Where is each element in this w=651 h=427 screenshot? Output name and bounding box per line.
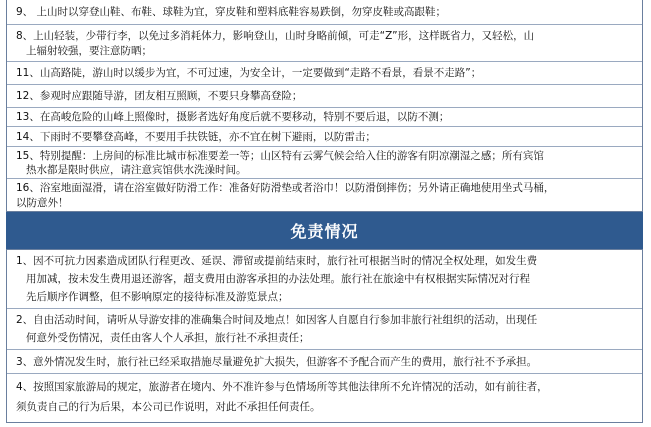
- tip-item: [7, 127, 642, 147]
- tip-line: 13、在高峻危险的山峰上照像时，摄影者选好角度后就不要移动，特别不要后退，以防不测；: [16, 111, 450, 123]
- disclaimer-line: 4、按照国家旅游局的规定，旅游者在境内、外不准许参与色情场所等其他法律所不允许情况的活动，如有前往者，: [16, 381, 548, 393]
- tip-item: [7, 108, 642, 127]
- disclaimer-item: [7, 374, 642, 422]
- disclaimer-line: 须负责自己的行为后果，本公司已作说明，对此不承担任何责任。: [16, 401, 321, 413]
- tip-item: [7, 0, 642, 25]
- disclaimer-item: [7, 250, 642, 309]
- disclaimer-line: 先后顺序作调整，但不影响原定的接待标准及游览景点；: [26, 291, 289, 303]
- disclaimer-header: [6, 212, 643, 249]
- disclaimer-item: [7, 350, 642, 374]
- disclaimer-line: 3、意外情况发生时，旅行社已经采取措施尽量避免扩大损失，但游客不予配合而产生的费用，旅行社不予承担。: [16, 356, 538, 368]
- tip-line: 16、浴室地面湿滑，请在浴室做好防滑工作：准备好防滑垫或者浴巾！以防滑倒摔伤；另外请正确地使用坐式马桶，: [16, 182, 555, 194]
- disclaimer-title: 免责情况: [290, 222, 359, 241]
- tip-item: [7, 179, 642, 212]
- tip-line: 12、参观时应跟随导游，团友相互照顾，不要只身攀高登险；: [16, 90, 303, 102]
- tip-line: 15、特别提醒：上房间的标准比城市标准要差一等；山区特有云雾气候会给入住的游客有阴凉潮湿之感；所有宾馆: [16, 150, 544, 162]
- tip-line: 9、 上山时以穿登山鞋、布鞋、球鞋为宜，穿皮鞋和塑料底鞋容易跌倒，勿穿皮鞋或高跟鞋；: [16, 6, 447, 18]
- tip-item: [7, 147, 642, 179]
- tip-line: 上辐射较强，要注意防晒；: [26, 45, 152, 57]
- tip-item: [7, 25, 642, 62]
- tip-line: 11、山高路陡，游山时以缓步为宜，不可过速，为安全计，一定要做到“走路不看景，看景不走路”；: [16, 67, 482, 79]
- tips-section: [6, 0, 643, 212]
- tip-line: 8、上山轻装，少带行李，以免过多消耗体力，影响登山，山时身略前倾，可走“Z”形，这样既省力，又轻松，山: [16, 30, 535, 42]
- disclaimer-line: 2、自由活动时间，请听从导游安排的准确集合时间及地点！如因客人自愿自行参加非旅行社组织的活动，出现任: [16, 314, 538, 326]
- tip-item: [7, 85, 642, 108]
- disclaimer-line: 1、因不可抗力因素造成团队行程更改、延误、滞留或提前结束时，旅行社可根据当时的情况全权处理，如发生费: [16, 255, 538, 267]
- disclaimer-line: 何意外受伤情况，责任由客人个人承担，旅行社不承担责任；: [26, 332, 310, 344]
- tip-line: 以防意外！: [16, 197, 69, 209]
- tip-item: [7, 62, 642, 85]
- disclaimer-section: [6, 249, 643, 423]
- tip-line: 14、下雨时不要攀登高峰，不要用手扶铁链，亦不宜在树下避雨，以防雷击；: [16, 131, 376, 143]
- disclaimer-line: 用加减，按未发生费用退还游客，超支费用由游客承担的办法处理。旅行社在旅途中有权根据实际情况对行程: [26, 273, 530, 285]
- tip-line: 热水都是限时供应，请注意宾馆供水洗澡时间。: [26, 164, 247, 176]
- disclaimer-item: [7, 309, 642, 350]
